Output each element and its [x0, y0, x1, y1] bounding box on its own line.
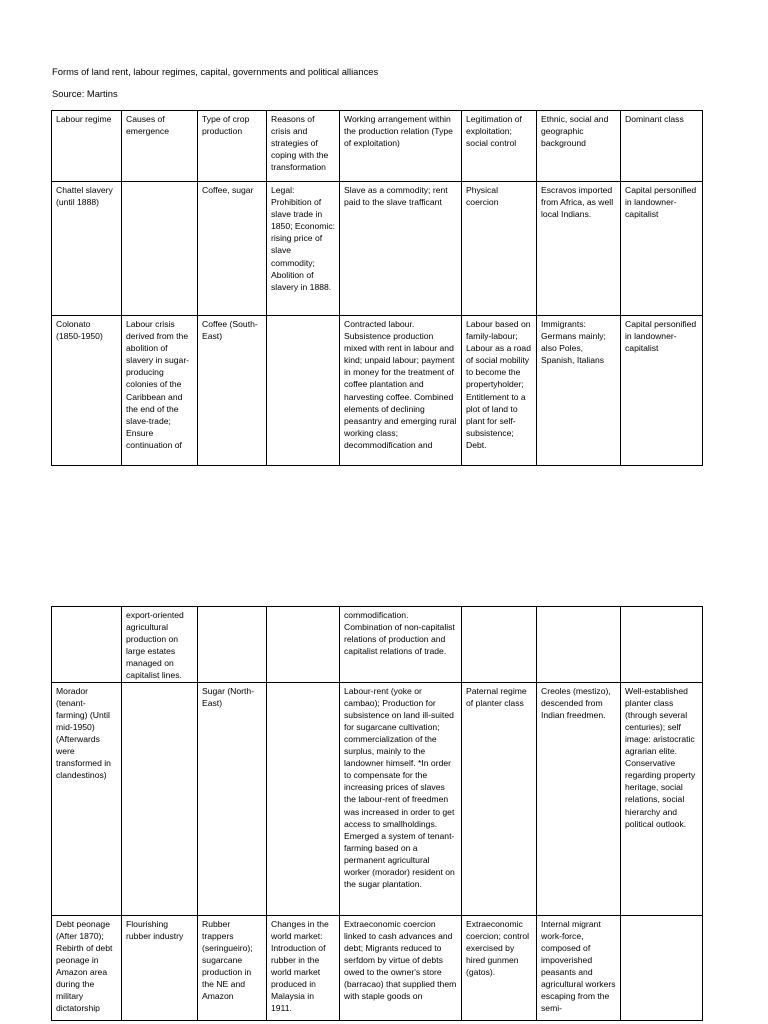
- cell-regime: [52, 607, 122, 683]
- header-dominant-class: Dominant class: [621, 111, 703, 182]
- table-row: [52, 682, 703, 915]
- cell-crisis: [267, 182, 340, 316]
- cell-dominant: [621, 607, 703, 683]
- cell-dominant: Capital personified in landowner-capitalist: [621, 182, 703, 316]
- cell-causes: export-oriented agricultural production on large estates managed on capitalist lines.: [122, 607, 198, 683]
- header-background: Ethnic, social and geographic background: [537, 111, 621, 182]
- table-row: [52, 316, 703, 466]
- labour-regimes-table-part-1: [51, 110, 703, 466]
- cell-legitimation: [462, 316, 537, 466]
- cell-working-text: Extraeconomic coercion linked to cash advances and debt; Migrants reduced to serfdom by virtue of debts owed to the owner's store (barracao) that supplied them with staple goods on: [344, 918, 457, 1002]
- cell-causes: [122, 182, 198, 316]
- header-crisis-text: Reasons of crisis and strategies of coping with the transformation: [271, 114, 329, 173]
- cell-crisis: [267, 607, 340, 683]
- document-source: Source: Martins: [52, 88, 118, 99]
- cell-causes: [122, 316, 198, 466]
- cell-background: Creoles (mestizo), descended from Indian freedmen.: [537, 682, 621, 915]
- cell-background: [537, 915, 621, 1020]
- cell-causes-text: Labour crisis derived from the abolition of slavery in sugar-producing colonies of the Caribbean and the end of the slave-trade; Ensure continuation of: [126, 319, 190, 450]
- cell-crisis: [267, 682, 340, 915]
- cell-working: [340, 915, 462, 1020]
- cell-crop: Rubber trappers (seringueiro); sugarcane production in the NE and Amazon: [198, 915, 267, 1020]
- cell-regime: Colonato (1850-1950): [52, 316, 122, 466]
- cell-causes: [122, 682, 198, 915]
- cell-background-text: Internal migrant work-force, composed of impoverished peasants and agricultural workers escaping from the semi-: [541, 918, 616, 1014]
- cell-background: [537, 607, 621, 683]
- table-row: [52, 915, 703, 1020]
- table-row: [52, 182, 703, 316]
- table-row: [52, 607, 703, 683]
- document-title: Forms of land rent, labour regimes, capital, governments and political alliances: [52, 66, 379, 77]
- cell-regime: [52, 915, 122, 1020]
- cell-legitimation: Extraeconomic coercion; control exercised by hired gunmen (gatos).: [462, 915, 537, 1020]
- table-header-row: [52, 111, 703, 182]
- cell-working: Slave as a commodity; rent paid to the slave trafficant: [340, 182, 462, 316]
- cell-crop: [198, 607, 267, 683]
- header-labour-regime: Labour regime: [52, 111, 122, 182]
- cell-legitimation-text: Labour based on family-labour; Labour as a road of social mobility to become the propertyholder; Entitlement to a plot of land to plant for self-subsistence; Debt.: [466, 319, 531, 450]
- labour-regimes-table-part-2: [51, 606, 703, 1021]
- header-causes: Causes of emergence: [122, 111, 198, 182]
- cell-causes: Flourishing rubber industry: [122, 915, 198, 1020]
- cell-background: Escravos imported from Africa, as well local Indians.: [537, 182, 621, 316]
- cell-crop: Sugar (North-East): [198, 682, 267, 915]
- cell-crop: Coffee, sugar: [198, 182, 267, 316]
- cell-crisis-text: Legal: Prohibition of slave trade in 1850; Economic: rising price of slave commodity; Abolition of slavery in 1888.: [271, 185, 335, 292]
- cell-regime: Chattel slavery (until 1888): [52, 182, 122, 316]
- cell-working: Labour-rent (yoke or cambao); Production for subsistence on land ill-suited for sugarcane cultivation; commercialization of the surplus, mainly to the landowner himself. *In order to compensate for the increasing prices of slaves the labour-rent of freedmen was increased in order to get access to smallholdings. Emerged a system of tenant-farming based on a permanent agricultural worker (morador) resident on the sugar plantation.: [340, 682, 462, 915]
- cell-regime: Morador (tenant-farming) (Until mid-1950) (Afterwards were transformed in clandestinos): [52, 682, 122, 915]
- cell-legitimation: Paternal regime of planter class: [462, 682, 537, 915]
- cell-legitimation: [462, 607, 537, 683]
- cell-legitimation: Physical coercion: [462, 182, 537, 316]
- header-crop-type: Type of crop production: [198, 111, 267, 182]
- cell-working: [340, 316, 462, 466]
- header-working-arrangement: Working arrangement within the production relation (Type of exploitation): [340, 111, 462, 182]
- cell-crop: Coffee (South-East): [198, 316, 267, 466]
- cell-dominant: [621, 915, 703, 1020]
- header-legitimation: Legitimation of exploitation; social control: [462, 111, 537, 182]
- cell-working: commodification. Combination of non-capitalist relations of production and capitalist relations of trade.: [340, 607, 462, 683]
- cell-background: Immigrants: Germans mainly; also Poles, Spanish, Italians: [537, 316, 621, 466]
- cell-dominant: Well-established planter class (through several centuries); self image: aristocratic agrarian elite. Conservative regarding property heritage, social relations, social hierarchy and political outlook.: [621, 682, 703, 915]
- cell-dominant: Capital personified in landowner-capitalist: [621, 316, 703, 466]
- cell-crisis: [267, 316, 340, 466]
- cell-regime-text: Debt peonage (After 1870); Rebirth of debt peonage in Amazon area during the military dictatorship: [56, 918, 113, 1014]
- header-crisis: [267, 111, 340, 182]
- cell-crisis: Changes in the world market: Introduction of rubber in the world market produced in Malaysia in 1911.: [267, 915, 340, 1020]
- cell-working-text: Contracted labour. Subsistence production mixed with rent in labour and kind; unpaid labour; payment in money for the treatment of coffee plantation and harvesting coffee. Combined elements of declining peasantry and emerging rural working class; decommodification and: [344, 319, 457, 450]
